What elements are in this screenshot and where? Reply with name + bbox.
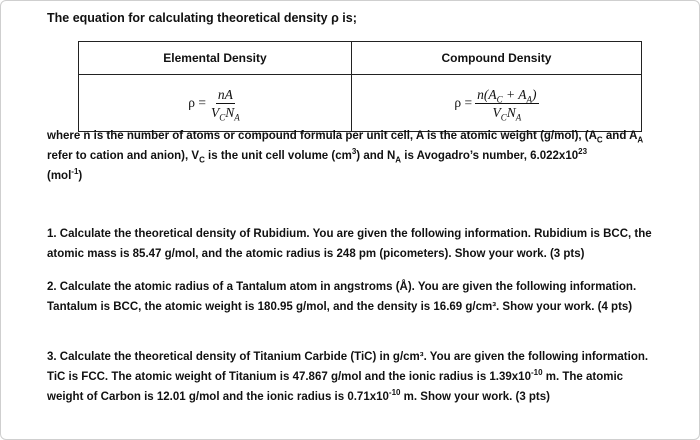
elemental-denominator: $V_CN_A$ <box>210 104 240 123</box>
density-table <box>78 41 642 132</box>
variable-definitions: where n is the number of atoms or compound formula per unit cell, A is the atomic weight (g/mol), ($A_C$ and $A_A$ refer to cation and anion), $V_C$ is the unit cell volume $(cm^3)$ and $N_A$ is Avogadro’s number, $6.022x10^{23}$ (mol$^{-1}$) <box>47 130 644 182</box>
question-3: 3. Calculate the theoretical density of Titanium Carbide (TiC) in g/cm³. You are given the following information. TiC is FCC. The atomic weight of Titanium is 47.867 g/mol and the ionic radius is $1.39x10^{-10}$ m. The atomic weight of Carbon is 12.01 g/mol and the ionic radius is $0.71x10^{-10}$ m. Show your work. (3 pts) <box>47 351 649 403</box>
header-elemental-density: Elemental Density <box>79 42 352 75</box>
elemental-formula-cell <box>79 75 352 132</box>
intro-text: The equation for calculating theoretical density ρ is; <box>47 11 357 25</box>
compound-formula-cell <box>351 75 641 132</box>
compound-density-formula: ρ = $\frac{n(A_C + A_A)}{V_CN_A}$ <box>454 86 537 123</box>
question-2: 2. Calculate the atomic radius of a Tantalum atom in angstroms (Å). You are given the following information. Tantalum is BCC, the atomic weight is 180.95 g/mol, and the density is 16.69 g/cm³. Show your work. (4 pts) <box>47 281 637 313</box>
header-compound-density: Compound Density <box>351 42 641 75</box>
compound-denominator: $V_CN_A$ <box>492 104 522 123</box>
elemental-fraction <box>209 86 242 123</box>
elemental-density-formula: ρ = $\frac{nA}{V_CN_A}$ <box>188 86 240 123</box>
elemental-numerator: nA <box>217 86 233 102</box>
compound-numerator: $n(A_C + A_A)$ <box>477 86 537 105</box>
compound-fraction <box>475 86 538 123</box>
question-1: 1. Calculate the theoretical density of Rubidium. You are given the following information. Rubidium is BCC, the atomic mass is 85.47 g/mol, and the atomic radius is 248 pm (picometers). Show your work. (3 pts) <box>47 228 652 260</box>
